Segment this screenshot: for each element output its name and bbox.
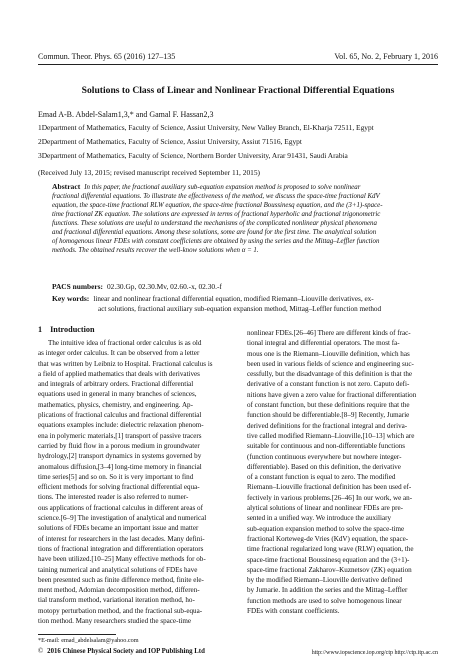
footnote-email: *E-mail: emad_abdelsalam@yahoo.com [38,637,139,644]
abstract-line: fractional differential equations. To illustrate the effectiveness of the method, we discuss the space-time fractional KdV [52,193,380,201]
keywords-line: linear and nonlinear fractional differential equation, modified Riemann–Liouville derivatives, ex- [93,295,374,303]
copyright-line [38,648,205,655]
body-text-line: anomalous diffusion,[3–4] long-time memory in financial [38,462,202,471]
body-text-line: FDEs with constant coefficients. [247,607,340,616]
body-text-line: as integer order calculus. It can be observed from a letter [38,349,200,358]
body-text-line: space-time fractional Zakharov–Kuznetsov (ZK) equation [247,565,412,574]
body-text-line: have been utilized.[10–25] Many effective methods for ob- [38,555,206,564]
section-number: 1 [38,325,43,334]
author-line: Emad A-B. Abdel-Salam1,3,* and Gamal F. Hassan2,3 [38,110,214,119]
body-text-line: tions of fractional integration and differentiation operators [38,544,204,553]
body-text-line: taining numerical and analytical solutions of FDEs have [38,565,198,574]
abstract-line: functions. These solutions are useful to understand the mechanisms of the complicated nonlinear physical phenomena [52,220,377,228]
body-text-line: fractional Korteweg-de Vries (KdV) equation, the space- [247,534,409,543]
footnote-rule [38,634,116,635]
body-text-line: tial transform method, variational iteration method, ho- [38,596,195,605]
body-text-line: fectively in various problems.[26–46] In our work, we an- [247,493,413,502]
abstract-line: methods. The obtained results recover the well-know solutions when α = 1. [52,247,259,255]
abstract-line: In this paper, the fractional auxiliary sub-equation expansion method is proposed to solve nonlinear [84,184,361,191]
body-text-line: hydrology,[2] transport dynamics in systems governed by [38,452,202,461]
body-text-line: solutions of FDEs became an important issue and matter [38,524,199,533]
copyright-text: 2016 Chinese Physical Society and IOP Publishing Ltd [47,648,205,655]
body-text-line: time series[5] and so on. So it is very important to find [38,472,194,481]
abstract-line: equation, the space-time fractional RLW equation, the space-time fractional Boussinesq equation, and the (3+1)-space- [52,202,383,210]
body-text-line: equations examples include: dielectric relaxation phenom- [38,421,204,430]
body-text-line: of interest for researchers in the last decades. Many defini- [38,534,205,543]
body-text-line: alytical solutions of linear and nonlinear FDEs are pre- [247,504,404,513]
body-text-line: function methods are used to solve homogenous linear [247,596,402,605]
body-text-line: The intuitive idea of fractional order calculus is as old [48,339,202,347]
body-text-line: time fractional regularized long wave (RLW) equation, the [247,545,414,554]
keywords-label: Key words: [52,294,90,303]
body-text-line: mous one is the Riemann–Liouville definition, which has [247,349,410,358]
affiliation-2: 2Department of Mathematics, Faculty of Science, Assiut University, Assiut 71516, Egypt [38,137,302,146]
body-text-line: ena in polymeric materials,[1] transport of passive tracers [38,431,202,440]
body-text-line: carried by fluid flow in a porous medium in groundwater [38,441,200,450]
pacs-label: PACS numbers: [52,282,103,291]
body-text-line: differentiable). Based on this definition, the derivative [247,462,401,471]
pacs-line [52,282,222,291]
body-text-line: motopy perturbation method, and the fractional sub-equa- [38,606,203,615]
body-text-line: (function continuous everywhere but nowhere integer- [247,452,402,461]
body-text-line: ment method, Adomian decomposition method, differen- [38,586,200,595]
header-rule [38,64,438,65]
body-text-line: sented in a unified way. We introduce the auxiliary [247,514,392,523]
right-text-column [247,328,443,616]
keywords-block [52,294,426,314]
volume-date: Vol. 65, No. 2, February 1, 2016 [334,52,438,61]
affiliation-3: 3Department of Mathematics, Faculty of Science, Northern Border University, Arar 91431, Saudi Arabia [38,151,348,160]
body-text-line: science.[6–9] The investigation of analytical and numerical [38,514,207,523]
body-text-line: that was written by Leibniz to Hospital. Fractional calculus is [38,359,213,368]
body-text-line: nitions have given a zero value for fractional differentiation [247,390,417,399]
body-text-line: by Jumarie. In addition the series and the Mittag–Leffler [247,586,408,595]
body-text-line: tional integral and differential operators. The most fa- [247,339,400,348]
body-text-line: been presented such as finite difference method, finite ele- [38,575,204,584]
body-text-line: of constant function, but these definitions require that the [247,401,410,410]
body-text-line: space-time fractional Boussinesq equation and the (3+1)- [247,555,410,564]
body-text-line: efficient methods for solving fractional differential equa- [38,483,200,492]
body-text-line: function should be differentiable.[8–9] Recently, Jumarie [247,411,410,420]
body-text-line: been used in various fields of science and engineering suc- [247,359,414,368]
body-text-line: sub-equation expansion method to solve the space-time [247,524,405,533]
body-text-line: cessfully, but the disadvantage of this definition is that the [247,370,413,379]
keywords-line: act solutions, fractional auxiliary sub-equation expansion method, Mittag–Leffler function method [98,304,382,313]
body-text-line: equations used in general in many branches of sciences, [38,390,197,399]
body-text-line: a field of applied mathematics that deals with derivatives [38,369,200,378]
body-text-line: of a constant function is equal to zero. The modified [247,473,396,482]
body-text-line: Riemann–Liouville fractional definition has been used ef- [247,483,412,492]
body-text-line: and integrals of arbitrary orders. Fractional differential [38,380,194,389]
pacs-value: 02.30.Gp, 02.30.Mv, 02.60.-x, 02.30.-f [106,282,222,291]
body-text-line: tive called modified Riemann–Liouville,[10–13] which are [247,431,415,440]
journal-urls: http://www.iopscience.iop.org/ctp http://ctp.itp.ac.cn [311,650,438,656]
received-dates: (Received July 13, 2015; revised manuscript received September 11, 2015) [38,168,260,177]
copyright-symbol: © [38,648,44,655]
body-text-line: tion method. Many researchers studied the space-time [38,617,192,626]
body-text-line: suitable for continuous and non-differentiable functions [247,442,406,451]
journal-citation: Commun. Theor. Phys. 65 (2016) 127–135 [38,52,176,61]
left-text-column [38,338,234,626]
body-text-line: derivative of a constant function is not zero. Caputo defi- [247,380,410,389]
abstract-block [52,182,426,255]
section-title: Introduction [50,325,95,334]
body-text-line: by the modified Riemann–Liouville derivative defined [247,576,403,585]
body-text-line: tions. The interested reader is also referred to numer- [38,493,189,502]
paper-title: Solutions to Class of Linear and Nonlinear Fractional Differential Equations [81,85,395,96]
body-text-line: ous applications of fractional calculus in different areas of [38,503,203,512]
body-text-line: mathematics, physics, chemistry, and engineering. Ap- [38,400,193,409]
body-text-line: nonlinear FDEs.[26–46] There are different kinds of frac- [247,329,411,337]
affiliation-1: 1Department of Mathematics, Faculty of Science, Assiut University, New Valley Branch, El-Kharja 72511, Egypt [38,123,374,132]
abstract-heading: Abstract [52,182,81,191]
body-text-line: derived definitions for the fractional integral and deriva- [247,421,408,430]
abstract-line: time fractional ZK equation. The solutions are expressed in terms of fractional hyperbolic and fractional trigonometric [52,211,381,219]
body-text-line: plications of fractional calculus and fractional differential [38,411,202,420]
abstract-line: of homogenous linear FDEs with constant coefficients are obtained by using the series and the Mittag–Leffler function [52,238,380,246]
abstract-line: and fractional differential equations. Among these solutions, some are found for the first time. The analytical solution [52,229,377,237]
section-heading [38,325,95,334]
